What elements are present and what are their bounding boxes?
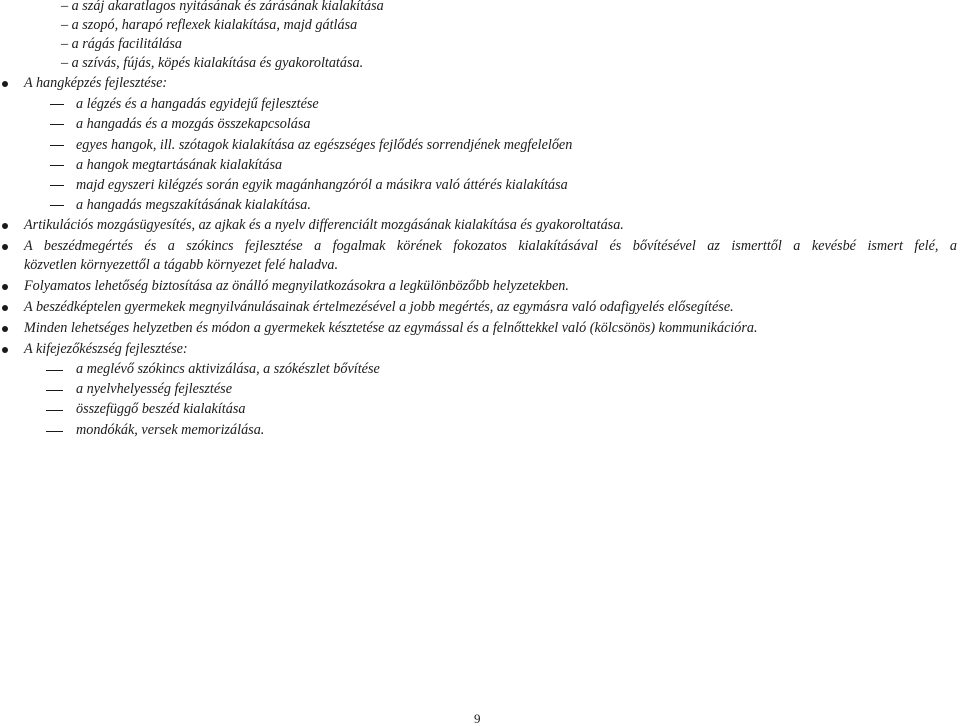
chewing-item: – a rágás facilitálása	[61, 36, 182, 52]
sucking-blowing-item: – a szívás, fújás, köpés kialakítása és gyakoroltatása.	[61, 55, 364, 71]
page-number: 9	[474, 711, 481, 726]
dash-icon	[50, 124, 64, 125]
list-item: a légzés és a hangadás egyidejű fejlesztése	[76, 96, 319, 112]
continuous-opportunity-paragraph: Folyamatos lehetőség biztosítása az önálló megnyilatkozásokra a legkülönbözőbb helyzetekben.	[24, 278, 569, 294]
list-item: egyes hangok, ill. szótagok kialakítása az egészséges fejlődés sorrendjének megfelelően	[76, 137, 573, 153]
bullet-icon	[2, 347, 8, 353]
list-item: majd egyszeri kilégzés során egyik magánhangzóról a másikra való áttérés kialakítása	[76, 177, 568, 193]
hangkepzes-heading: A hangképzés fejlesztése:	[24, 75, 168, 91]
comprehension-paragraph-line-1: A beszédmegértés és a szókincs fejlesztése a fogalmak körének fokozatos kialakításával és bővítésével az ismerttől a kevésbé ismert felé, a	[24, 238, 957, 254]
bullet-icon	[2, 81, 8, 87]
articulation-paragraph: Artikulációs mozgásügyesítés, az ajkak és a nyelv differenciált mozgásának kialakítása és gyakoroltatása.	[24, 217, 624, 233]
list-item: a hangadás és a mozgás összekapcsolása	[76, 116, 311, 132]
list-item: a hangok megtartásának kialakítása	[76, 157, 283, 173]
nonverbal-children-paragraph: A beszédképtelen gyermekek megnyilvánulásainak értelmezésével a jobb megértés, az egymásra való odafigyelés elősegítése.	[24, 299, 734, 315]
bullet-icon	[2, 244, 8, 250]
dash-icon	[46, 390, 63, 391]
dash-icon	[50, 145, 64, 146]
dash-icon	[46, 431, 63, 432]
list-item: a meglévő szókincs aktivizálása, a szókészlet bővítése	[76, 361, 380, 377]
communication-paragraph: Minden lehetséges helyzetben és módon a gyermekek késztetése az egymással és a felnőttekkel való (kölcsönös) kommunikációra.	[24, 320, 758, 336]
comprehension-paragraph-line-2: közvetlen környezettől a tágabb környezet felé haladva.	[24, 257, 338, 273]
list-item: a nyelvhelyesség fejlesztése	[76, 381, 232, 397]
dash-icon	[46, 370, 63, 371]
dash-icon	[50, 104, 64, 105]
dash-icon	[50, 205, 64, 206]
mouth-opening-item: – a száj akaratlagos nyitásának és zárásának kialakítása	[61, 0, 384, 14]
bullet-icon	[2, 223, 8, 229]
bullet-icon	[2, 284, 8, 290]
list-item: összefüggő beszéd kialakítása	[76, 401, 246, 417]
bullet-icon	[2, 305, 8, 311]
dash-icon	[50, 185, 64, 186]
list-item: mondókák, versek memorizálása.	[76, 422, 265, 438]
kifejezo-heading: A kifejezőkészség fejlesztése:	[24, 341, 188, 357]
dash-icon	[46, 410, 63, 411]
reflex-item: – a szopó, harapó reflexek kialakítása, majd gátlása	[61, 17, 358, 33]
list-item: a hangadás megszakításának kialakítása.	[76, 197, 311, 213]
dash-icon	[50, 165, 64, 166]
bullet-icon	[2, 326, 8, 332]
